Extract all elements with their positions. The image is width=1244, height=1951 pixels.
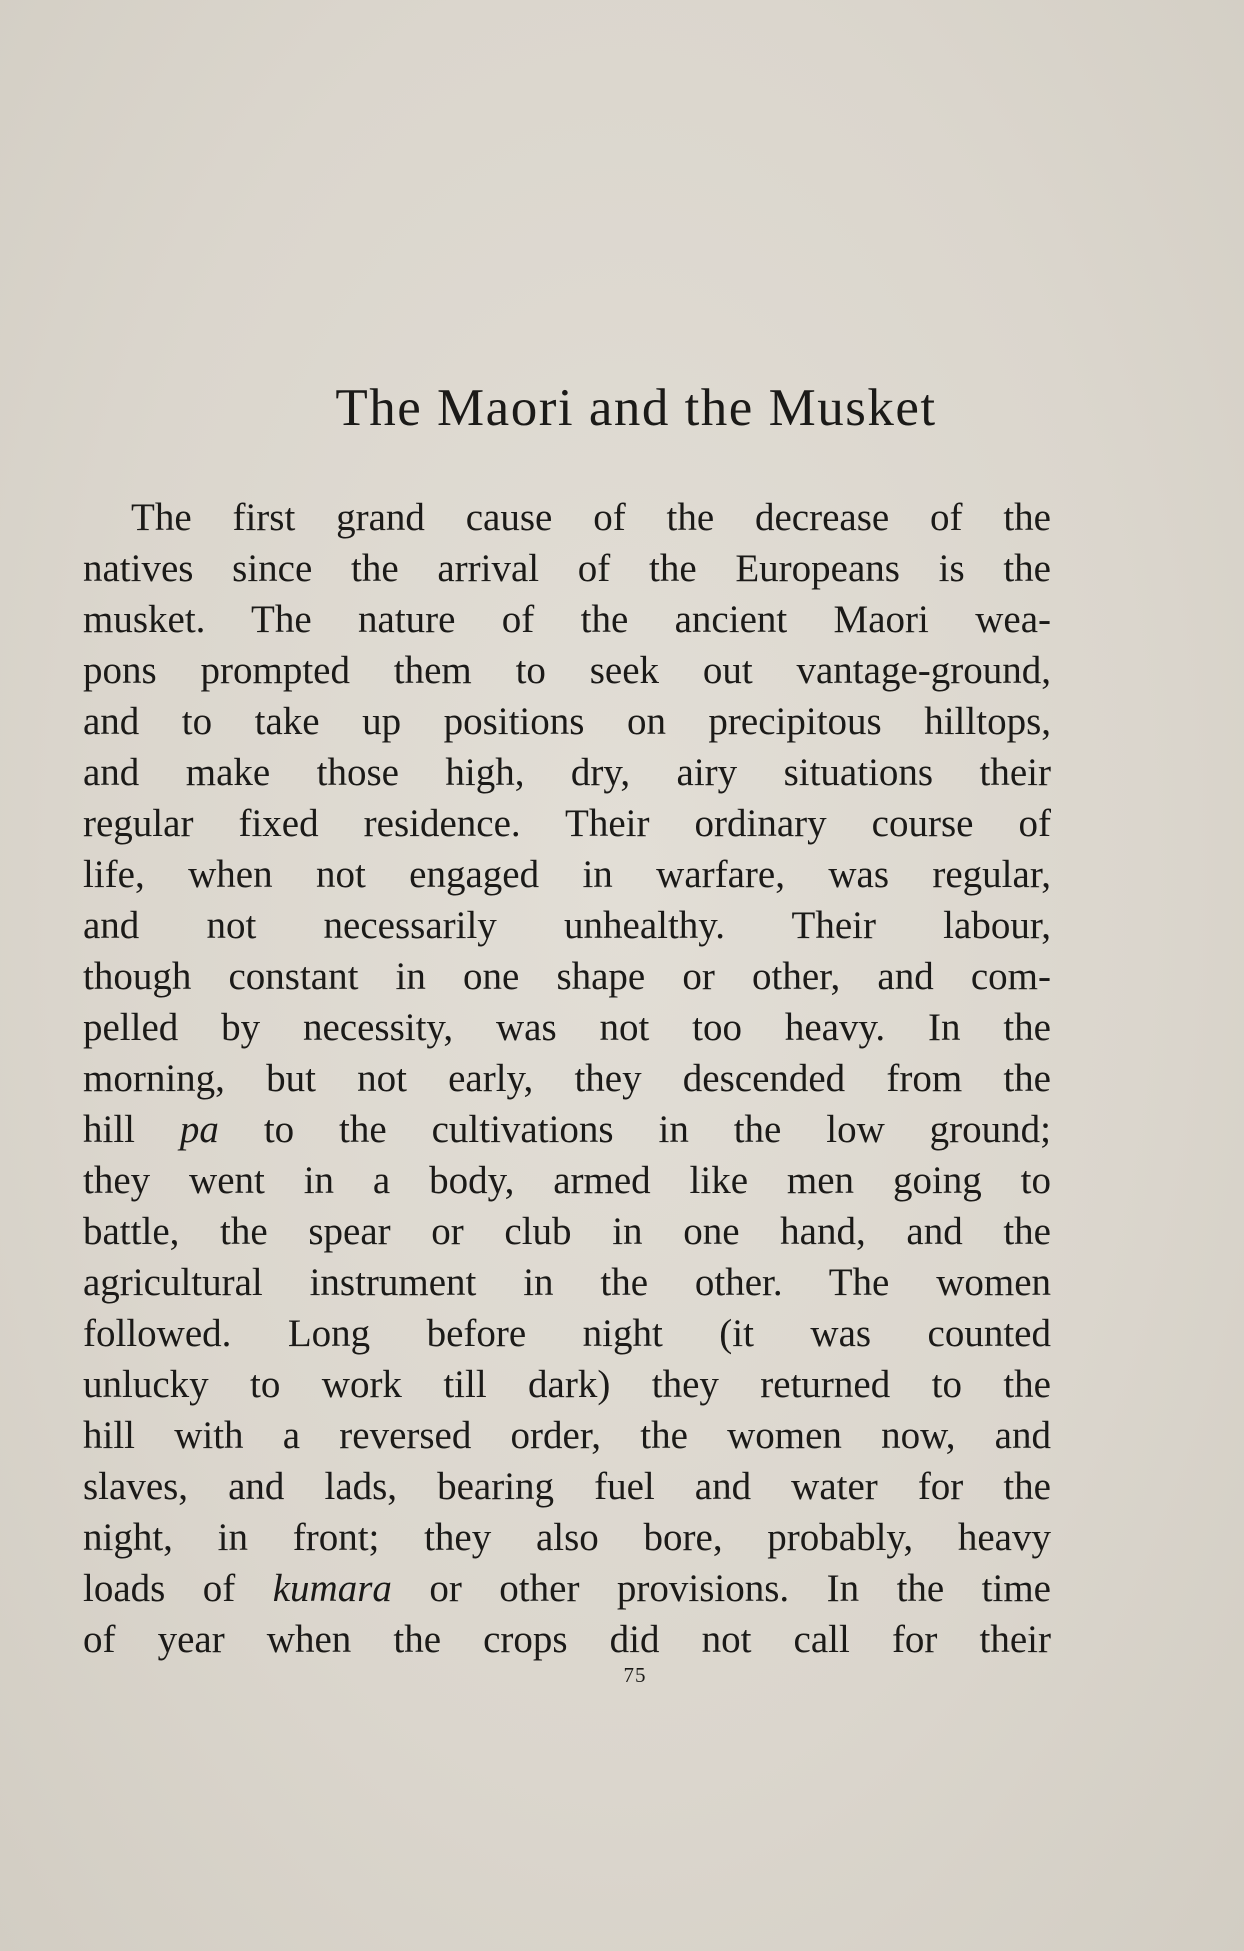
body-text	[83, 492, 1051, 1665]
text-line	[83, 1002, 1051, 1053]
text-line	[83, 798, 1051, 849]
text-segment: natives since the arrival of the Europeans is the	[83, 547, 1051, 590]
text-line	[83, 1359, 1051, 1410]
text-line	[83, 951, 1051, 1002]
text-segment: hill	[83, 1108, 180, 1151]
text-segment: to the cultivations in the low ground;	[218, 1108, 1051, 1151]
text-segment: morning, but not early, they descended from the	[83, 1057, 1051, 1100]
text-segment: musket. The nature of the ancient Maori wea-	[83, 598, 1051, 641]
text-segment: unlucky to work till dark) they returned to the	[83, 1363, 1051, 1406]
text-segment: regular fixed residence. Their ordinary course of	[83, 802, 1051, 845]
text-line	[83, 492, 1051, 543]
text-line	[83, 900, 1051, 951]
text-segment: followed. Long before night (it was counted	[83, 1312, 1051, 1355]
text-line	[83, 747, 1051, 798]
text-segment: and to take up positions on precipitous hilltops,	[83, 700, 1051, 743]
text-segment: hill with a reversed order, the women now, and	[83, 1414, 1051, 1457]
page-number: 75	[623, 1663, 647, 1687]
text-line	[83, 1308, 1051, 1359]
text-segment: though constant in one shape or other, and com-	[83, 955, 1051, 998]
text-segment: and not necessarily unhealthy. Their labour,	[83, 904, 1051, 947]
text-segment: of year when the crops did not call for their	[83, 1618, 1051, 1661]
text-segment: The first grand cause of the decrease of the	[131, 496, 1051, 539]
text-line	[83, 1563, 1051, 1614]
italic-word: pa	[179, 1108, 219, 1151]
text-line	[83, 1155, 1051, 1206]
text-segment: slaves, and lads, bearing fuel and water for the	[83, 1465, 1051, 1508]
text-line	[83, 1614, 1051, 1665]
text-line	[83, 543, 1051, 594]
text-line	[83, 1206, 1051, 1257]
text-segment: agricultural instrument in the other. The women	[83, 1261, 1051, 1304]
text-line	[83, 1104, 1051, 1155]
text-line	[83, 1053, 1051, 1104]
text-line	[83, 594, 1051, 645]
text-line	[83, 1461, 1051, 1512]
text-segment: pelled by necessity, was not too heavy. In the	[83, 1006, 1051, 1049]
text-line	[83, 1410, 1051, 1461]
text-segment: pons prompted them to seek out vantage-ground,	[83, 649, 1051, 692]
text-segment: they went in a body, armed like men going to	[83, 1159, 1051, 1202]
italic-word: kumara	[272, 1567, 392, 1610]
text-segment: or other provisions. In the time	[391, 1567, 1051, 1610]
text-line	[83, 1512, 1051, 1563]
text-line	[83, 849, 1051, 900]
text-segment: battle, the spear or club in one hand, and the	[83, 1210, 1051, 1253]
text-segment: loads of	[83, 1567, 273, 1610]
text-line	[83, 696, 1051, 747]
text-segment: and make those high, dry, airy situations their	[83, 751, 1051, 794]
text-line	[83, 645, 1051, 696]
chapter-title: The Maori and the Musket	[335, 379, 937, 437]
text-segment: night, in front; they also bore, probably, heavy	[83, 1516, 1051, 1559]
text-line	[83, 1257, 1051, 1308]
text-segment: life, when not engaged in warfare, was regular,	[83, 853, 1051, 896]
